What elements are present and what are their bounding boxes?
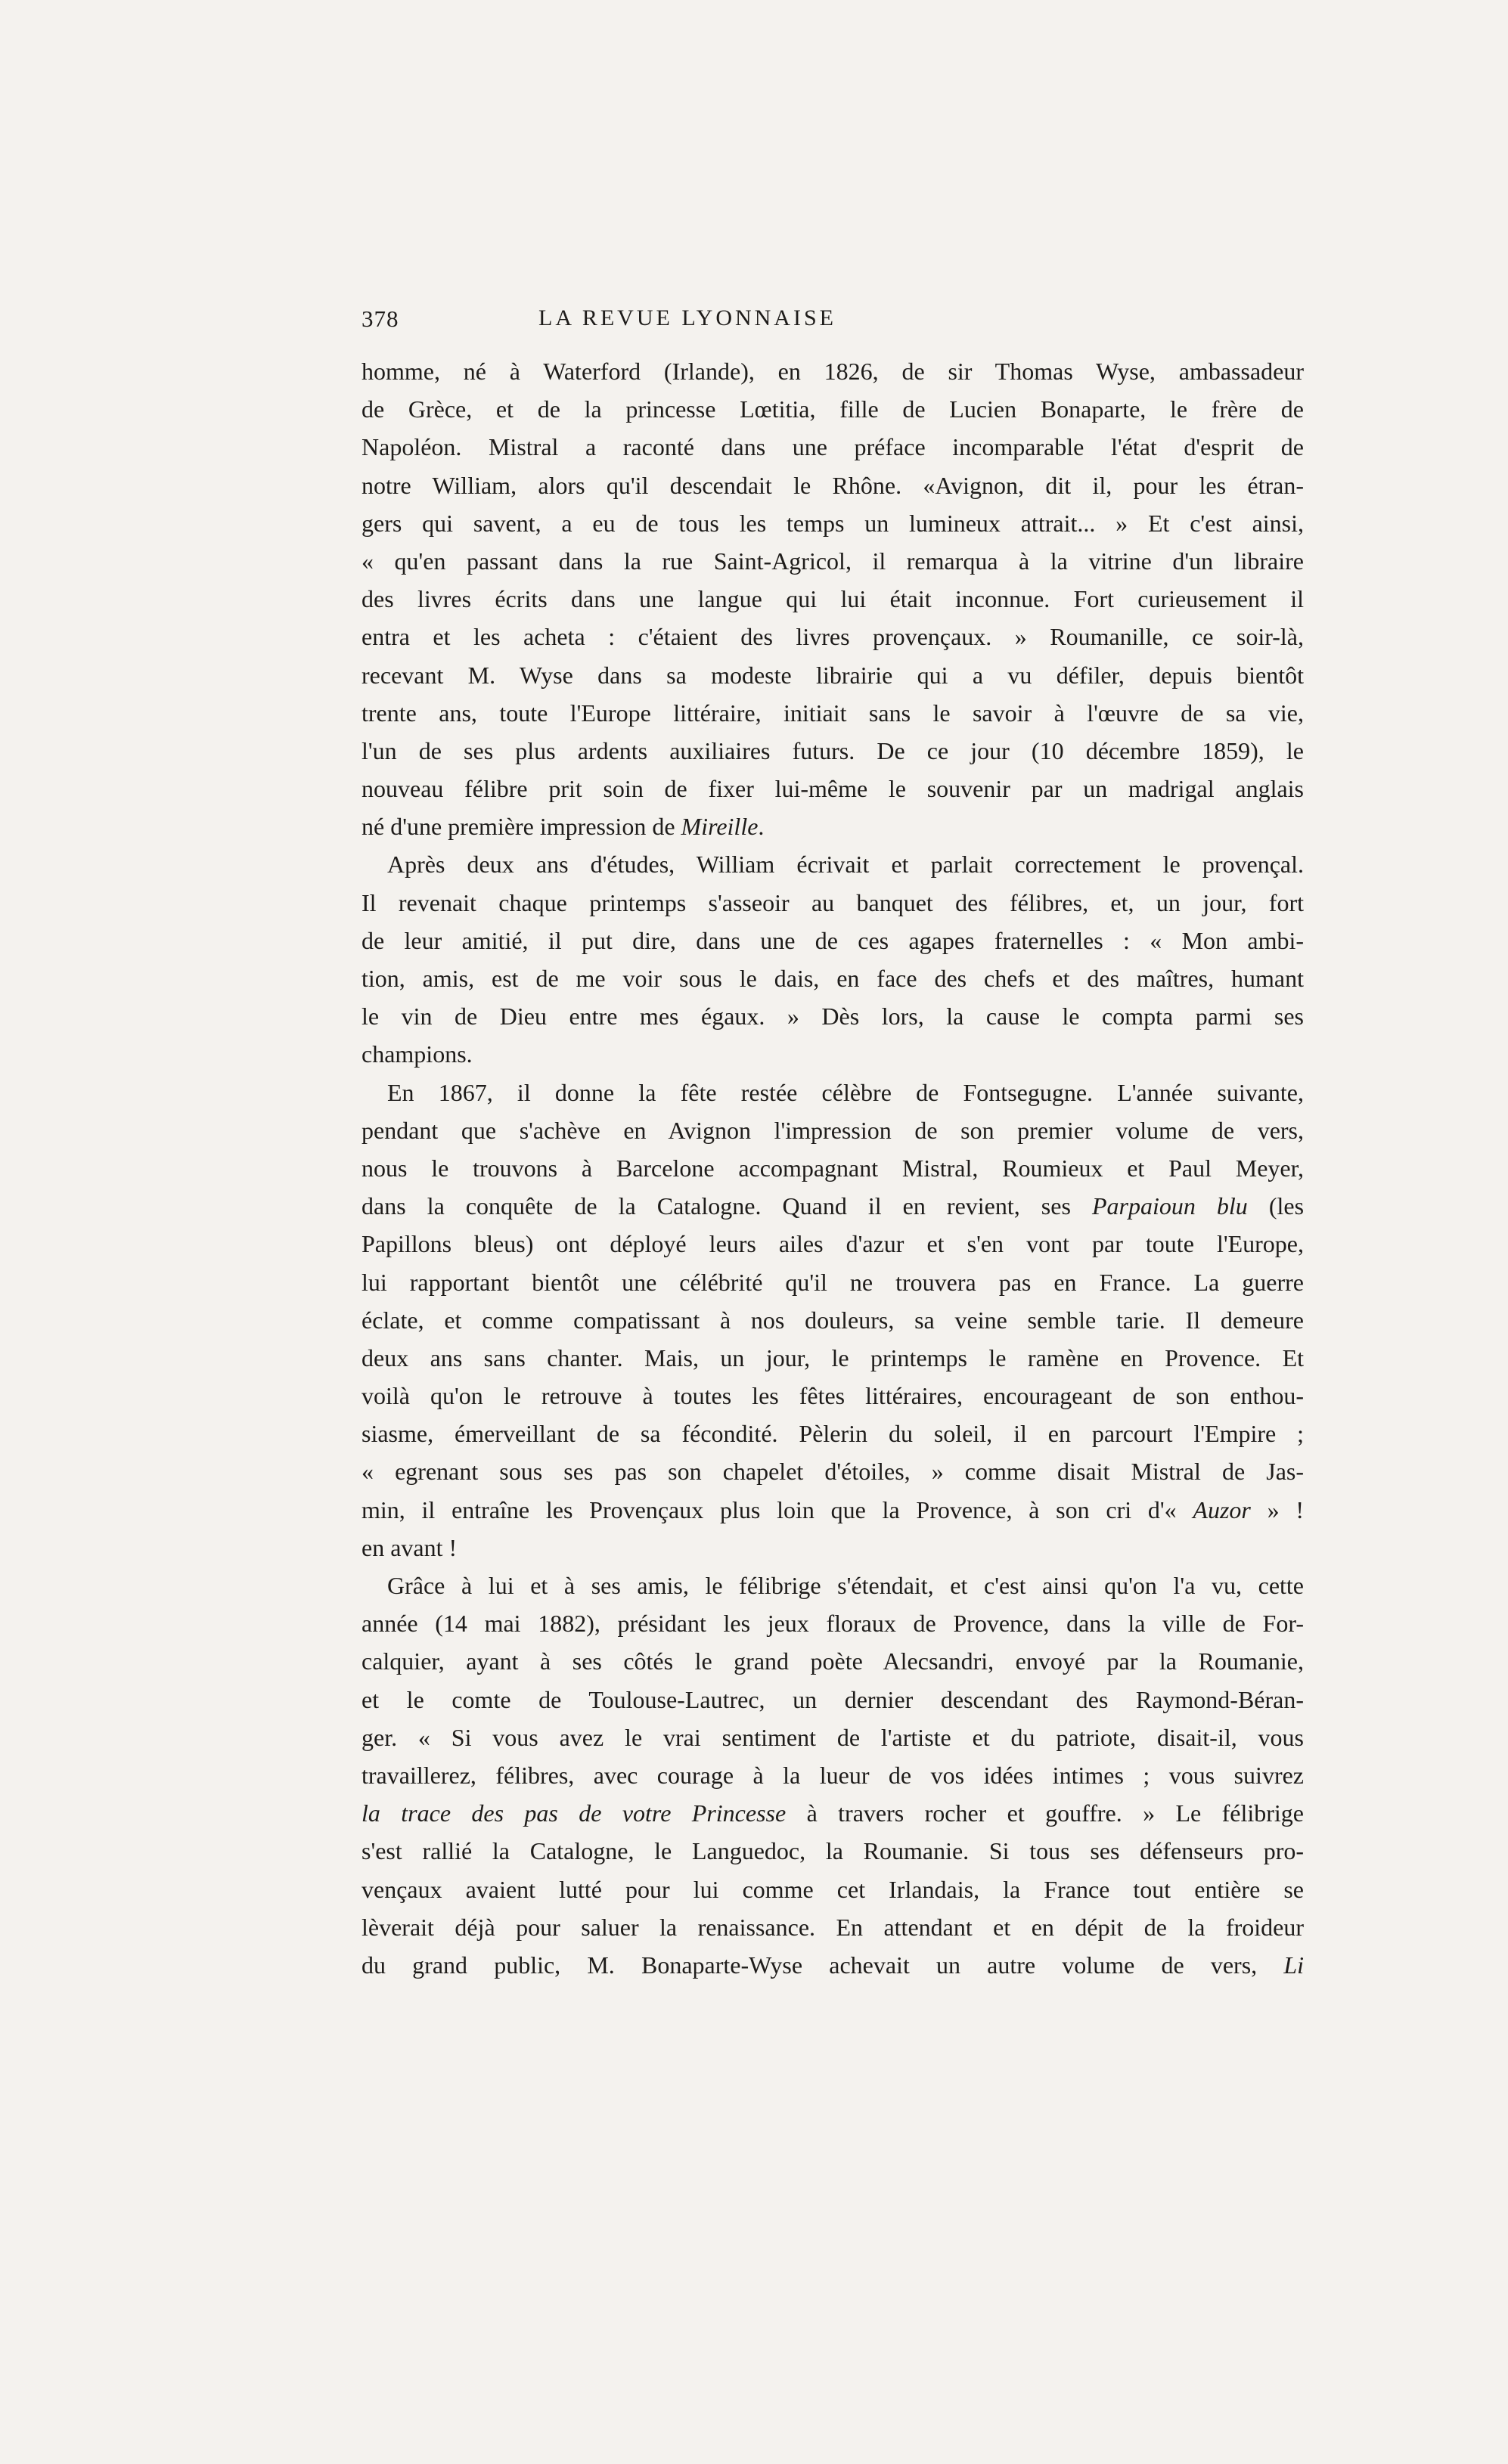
text-segment: des livres écrits dans une langue qui lui était inconnue. Fort curieusement il xyxy=(361,585,1304,613)
text-segment: dans la conquête de la Catalogne. Quand il en revient, ses xyxy=(361,1192,1092,1220)
text-line xyxy=(361,1491,1304,1529)
italic-text: Mireille xyxy=(681,813,759,841)
text-line xyxy=(361,959,1304,997)
italic-text: la trace des pas de votre Princesse xyxy=(361,1799,787,1827)
page-number: 378 xyxy=(361,305,399,332)
text-segment: homme, né à Waterford (Irlande), en 1826, de sir Thomas Wyse, ambassadeur xyxy=(361,358,1304,385)
text-segment: » ! xyxy=(1250,1495,1305,1523)
text-segment: de leur amitié, il put dire, dans une de ces agapes fraternelles : « Mon ambi- xyxy=(361,926,1304,954)
text-segment: en avant ! xyxy=(361,1533,458,1561)
text-segment: tion, amis, est de me voir sous le dais, en face des chefs et des maîtres, humant xyxy=(361,965,1304,992)
text-segment: pendant que s'achève en Avignon l'impression de son premier volume de vers, xyxy=(361,1116,1304,1144)
text-segment: champions. xyxy=(361,1040,473,1068)
text-segment: calquier, ayant à ses côtés le grand poète Alecsandri, envoyé par la Roumanie, xyxy=(361,1647,1304,1675)
text-line xyxy=(361,1870,1304,1908)
text-line xyxy=(361,1756,1304,1794)
text-line xyxy=(361,1035,1304,1073)
text-segment: s'est rallié la Catalogne, le Languedoc, la Roumanie. Si tous ses défenseurs pro- xyxy=(361,1837,1304,1865)
text-segment: Grâce à lui et à ses amis, le félibrige s'étendait, et c'est ainsi qu'on l'a vu, cette xyxy=(387,1572,1304,1599)
running-title: LA REVUE LYONNAISE xyxy=(538,305,836,330)
text-line xyxy=(361,542,1304,580)
text-line xyxy=(361,1301,1304,1339)
text-line xyxy=(361,1187,1304,1225)
text-line xyxy=(361,618,1304,656)
text-line xyxy=(361,580,1304,618)
italic-text: Parpaioun blu xyxy=(1091,1192,1248,1220)
text-line xyxy=(361,997,1304,1035)
text-line xyxy=(361,1529,1304,1567)
text-line xyxy=(361,1339,1304,1377)
text-line xyxy=(361,1719,1304,1756)
text-segment: de Grèce, et de la princesse Lœtitia, fille de Lucien Bonaparte, le frère de xyxy=(361,395,1304,423)
text-line xyxy=(361,1794,1304,1832)
text-line xyxy=(361,656,1304,694)
text-line xyxy=(361,1415,1304,1452)
text-line xyxy=(361,1681,1304,1719)
text-segment: le vin de Dieu entre mes égaux. » Dès lors, la cause le compta parmi ses xyxy=(361,1003,1304,1031)
text-line xyxy=(361,694,1304,732)
text-line xyxy=(361,1149,1304,1187)
text-line xyxy=(361,884,1304,922)
text-segment: « qu'en passant dans la rue Saint-Agricol, il remarqua à la vitrine d'un libraire xyxy=(361,547,1304,575)
text-segment: deux ans sans chanter. Mais, un jour, le printemps le ramène en Provence. Et xyxy=(361,1344,1304,1371)
text-line xyxy=(361,352,1304,390)
text-line xyxy=(361,1074,1304,1111)
text-segment: En 1867, il donne la fête restée célèbre de Fontsegugne. L'année suivante, xyxy=(387,1078,1304,1106)
text-line xyxy=(361,466,1304,504)
text-segment: Napoléon. Mistral a raconté dans une préface incomparable l'état d'esprit de xyxy=(361,433,1304,461)
text-line xyxy=(361,1567,1304,1604)
text-segment: du grand public, M. Bonaparte-Wyse achevait un autre volume de vers, xyxy=(361,1951,1284,1979)
text-line xyxy=(361,1452,1304,1490)
text-segment: voilà qu'on le retrouve à toutes les fêtes littéraires, encourageant de son enthou- xyxy=(361,1382,1304,1410)
text-line xyxy=(361,845,1304,883)
text-segment: Il revenait chaque printemps s'asseoir au banquet des félibres, et, un jour, fort xyxy=(361,888,1304,916)
text-line xyxy=(361,1377,1304,1415)
text-line xyxy=(361,1908,1304,1946)
text-segment: . xyxy=(758,813,765,841)
text-segment: notre William, alors qu'il descendait le Rhône. «Avignon, dit il, pour les étran- xyxy=(361,471,1304,499)
text-line xyxy=(361,1604,1304,1642)
text-line xyxy=(361,504,1304,542)
text-line xyxy=(361,428,1304,466)
text-segment: lui rapportant bientôt une célébrité qu'il ne trouvera pas en France. La guerre xyxy=(361,1268,1304,1296)
page-header xyxy=(361,305,1013,339)
text-segment: nous le trouvons à Barcelone accompagnant Mistral, Roumieux et Paul Meyer, xyxy=(361,1154,1304,1182)
text-segment: vençaux avaient lutté pour lui comme cet Irlandais, la France tout entière se xyxy=(361,1875,1304,1903)
italic-text: Li xyxy=(1283,1951,1304,1979)
italic-text: Auzor xyxy=(1193,1495,1251,1523)
text-segment: travaillerez, félibres, avec courage à la lueur de vos idées intimes ; vous suivrez xyxy=(361,1761,1304,1789)
text-line xyxy=(361,1225,1304,1263)
text-segment: « egrenant sous ses pas son chapelet d'étoiles, » comme disait Mistral de Jas- xyxy=(361,1458,1304,1486)
body-text xyxy=(361,352,1304,1984)
text-segment: recevant M. Wyse dans sa modeste librairie qui a vu défiler, depuis bientôt xyxy=(361,661,1304,689)
text-segment: gers qui savent, a eu de tous les temps un lumineux attrait... » Et c'est ainsi, xyxy=(361,509,1304,537)
text-segment: (les xyxy=(1247,1192,1305,1220)
text-segment: entra et les acheta : c'étaient des livres provençaux. » Roumanille, ce soir-là, xyxy=(361,623,1304,651)
text-line xyxy=(361,390,1304,428)
text-segment: ger. « Si vous avez le vrai sentiment de l'artiste et du patriote, disait-il, vous xyxy=(361,1723,1304,1751)
text-line xyxy=(361,770,1304,807)
text-line xyxy=(361,1111,1304,1149)
text-segment: nouveau félibre prit soin de fixer lui-même le souvenir par un madrigal anglais xyxy=(361,775,1304,803)
text-segment: éclate, et comme compatissant à nos douleurs, sa veine semble tarie. Il demeure xyxy=(361,1306,1304,1334)
text-segment: siasme, émerveillant de sa fécondité. Pèlerin du soleil, il en parcourt l'Empire ; xyxy=(361,1420,1304,1448)
text-line xyxy=(361,1263,1304,1301)
text-line xyxy=(361,732,1304,770)
text-segment: l'un de ses plus ardents auxiliaires futurs. De ce jour (10 décembre 1859), le xyxy=(361,736,1304,764)
text-line xyxy=(361,1642,1304,1680)
text-segment: à travers rocher et gouffre. » Le félibrige xyxy=(786,1799,1305,1827)
text-segment: Après deux ans d'études, William écrivait et parlait correctement le provençal. xyxy=(387,851,1304,879)
text-line xyxy=(361,922,1304,959)
text-segment: Papillons bleus) ont déployé leurs ailes d'azur et s'en vont par toute l'Europe, xyxy=(361,1230,1304,1258)
text-line xyxy=(361,1832,1304,1870)
text-line xyxy=(361,1946,1304,1984)
text-segment: et le comte de Toulouse-Lautrec, un dernier descendant des Raymond-Béran- xyxy=(361,1685,1304,1713)
text-segment: né d'une première impression de xyxy=(361,813,681,841)
text-segment: lèverait déjà pour saluer la renaissance. En attendant et en dépit de la froideur xyxy=(361,1913,1304,1941)
text-segment: min, il entraîne les Provençaux plus loin que la Provence, à son cri d'« xyxy=(361,1495,1193,1523)
text-segment: année (14 mai 1882), présidant les jeux floraux de Provence, dans la ville de For- xyxy=(361,1610,1304,1638)
text-segment: trente ans, toute l'Europe littéraire, initiait sans le savoir à l'œuvre de sa vie, xyxy=(361,699,1304,727)
text-line xyxy=(361,807,1304,845)
